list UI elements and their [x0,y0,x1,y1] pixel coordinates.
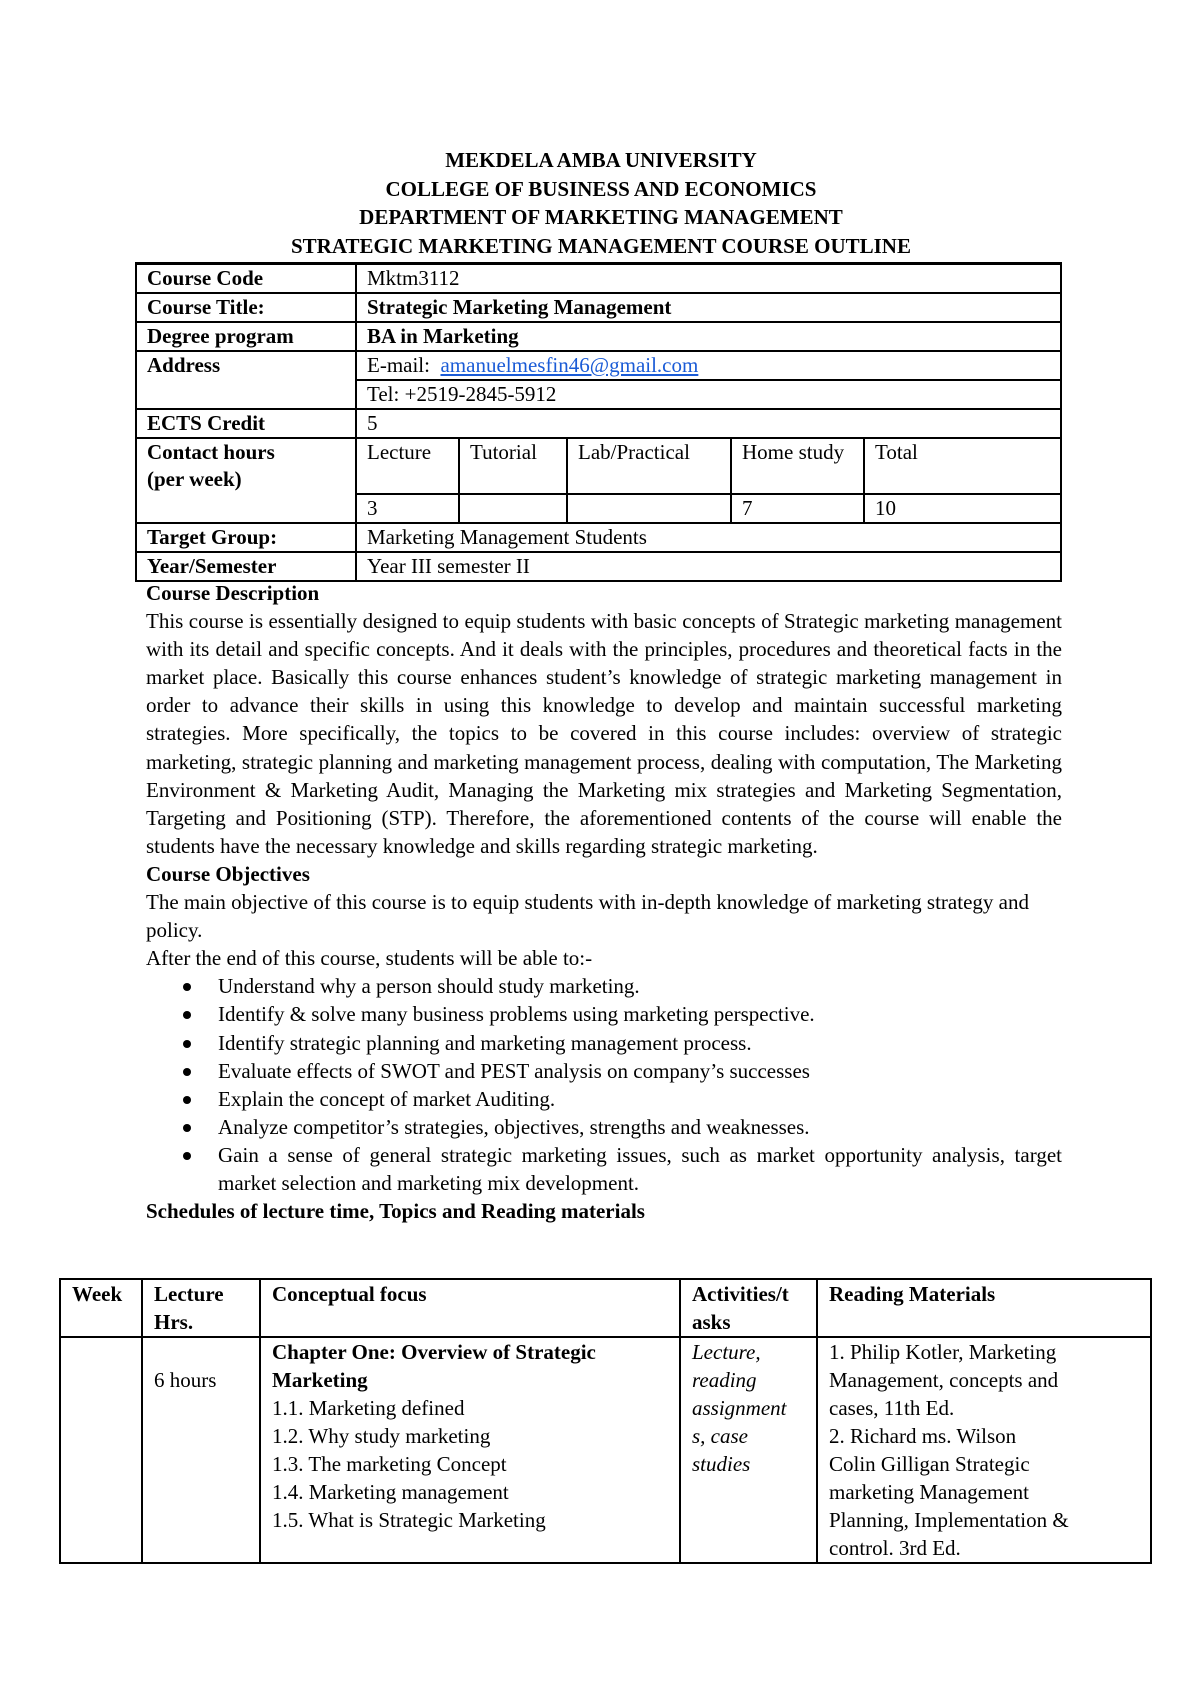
degree-label: Degree program [136,322,356,351]
contact-header-tutorial: Tutorial [459,438,567,494]
topic-item: 1.1. Marketing defined [272,1396,465,1420]
chapter-title-line1: Chapter One: Overview of Strategic [272,1340,596,1364]
email-cell [356,351,1061,380]
contact-hours-label-line2: (per week) [147,467,242,491]
degree-value: BA in Marketing [356,322,1061,351]
chapter-title-line2: Marketing [272,1368,368,1392]
schedule-hours-cell [142,1337,260,1563]
schedule-header-activities-line2: asks [692,1310,731,1334]
course-objectives-heading: Course Objectives [146,861,310,886]
contact-header-lecture: Lecture [356,438,459,494]
activity-line: assignment [692,1396,787,1420]
university-name: MEKDELA AMBA UNIVERSITY [445,148,757,172]
schedule-header-activities [680,1279,817,1337]
activity-line: reading [692,1368,757,1392]
reading-line: 1. Philip Kotler, Marketing [829,1340,1057,1364]
body-text [146,579,1062,1225]
course-code-label: Course Code [136,264,356,294]
schedule-header-activities-line1: Activities/t [692,1282,789,1306]
objective-item: Understand why a person should study marketing. [146,972,1062,1000]
year-semester-label: Year/Semester [136,552,356,581]
objective-item: Gain a sense of general strategic marketing issues, such as market opportunity analysis, target market selection and marketing mix development. [146,1141,1062,1197]
topic-item: 1.4. Marketing management [272,1480,509,1504]
contact-header-total: Total [864,438,1061,494]
course-title-label: Course Title: [136,293,356,322]
table-row [60,1337,1151,1563]
reading-line: marketing Management [829,1480,1030,1504]
objective-item: Analyze competitor’s strategies, objectives, strengths and weaknesses. [146,1113,1062,1141]
schedule-heading: Schedules of lecture time, Topics and Reading materials [146,1199,645,1224]
topic-item: 1.2. Why study marketing [272,1424,491,1448]
objectives-intro: After the end of this course, students will be able to:- [146,946,593,971]
reading-line: Management, concepts and [829,1368,1059,1392]
contact-value-lab [567,494,731,523]
contact-value-total: 10 [864,494,1061,523]
reading-line: cases, 11th Ed. [829,1396,955,1420]
contact-value-tutorial [459,494,567,523]
ects-label: ECTS Credit [136,409,356,438]
schedule-header-lecture-line2: Hrs. [154,1310,194,1334]
schedule-header-week: Week [60,1279,142,1337]
schedule-header-reading: Reading Materials [817,1279,1151,1337]
contact-header-home-study: Home study [731,438,864,494]
schedule-focus-cell [260,1337,680,1563]
contact-value-lecture: 3 [356,494,459,523]
college-name: COLLEGE OF BUSINESS AND ECONOMICS [385,176,817,201]
reading-line: control. 3rd Ed. [829,1536,961,1560]
course-info-table [135,262,1062,582]
reading-line: Colin Gilligan Strategic [829,1452,1030,1476]
contact-value-home-study: 7 [731,494,864,523]
schedule-header-focus: Conceptual focus [260,1279,680,1337]
email-prefix: E-mail: [367,353,430,377]
objectives-main-text: The main objective of this course is to equip students with in-depth knowledge of marketing strategy and policy. [146,890,1029,943]
activity-line: s, case [692,1424,748,1448]
reading-line: Planning, Implementation & [829,1508,1069,1532]
email-link[interactable]: amanuelmesfin46@gmail.com [440,353,699,377]
course-description-text: This course is essentially designed to equip students with basic concepts of Strategic marketing management with its detail and specific concepts. And it deals with the principles, procedures and theoretical facts in the market place. Basically this course enhances student’s knowledge of strategic marketing management in order to advance their skills in using this knowledge to develop and maintain successful marketing strategies. More specifically, the topics to be covered in this course includes: overview of strategic marketing, strategic planning and marketing management process, dealing with computation, The Marketing Environment & Marketing Audit, Managing the Marketing mix strategies and Marketing Segmentation, Targeting and Positioning (STP). Therefore, the aforementioned contents of the course will enable the students have the necessary knowledge and skills regarding strategic marketing. [146,609,1062,858]
objective-item: Explain the concept of market Auditing. [146,1085,1062,1113]
target-group-label: Target Group: [136,523,356,552]
reading-line: 2. Richard ms. Wilson [829,1424,1017,1448]
outline-title: STRATEGIC MARKETING MANAGEMENT COURSE OUTLINE [291,233,911,258]
schedule-activities-cell [680,1337,817,1563]
department-name: DEPARTMENT OF MARKETING MANAGEMENT [359,205,843,229]
contact-hours-label [136,438,356,523]
activity-line: Lecture, [692,1340,761,1364]
document-header [140,146,1062,260]
activity-line: studies [692,1452,751,1476]
schedule-header-lecture-line1: Lecture [154,1282,224,1306]
address-label: Address [136,351,356,409]
schedule-header-lecture-hrs [142,1279,260,1337]
contact-header-lab: Lab/Practical [567,438,731,494]
ects-value: 5 [356,409,1061,438]
target-group-value: Marketing Management Students [356,523,1061,552]
schedule-week-cell [60,1337,142,1563]
objectives-list [146,972,1062,1197]
course-code-value: Mktm3112 [356,264,1061,294]
tel-value: Tel: +2519-2845-5912 [356,380,1061,409]
objective-item: Identify strategic planning and marketing management process. [146,1029,1062,1057]
topic-item: 1.5. What is Strategic Marketing [272,1508,546,1532]
course-description-heading: Course Description [146,581,320,605]
schedule-reading-cell [817,1337,1151,1563]
topic-item: 1.3. The marketing Concept [272,1452,507,1476]
contact-hours-label-line1: Contact hours [147,440,275,464]
year-semester-value: Year III semester II [356,552,1061,581]
schedule-hours: 6 hours [154,1368,217,1392]
objective-item: Identify & solve many business problems using marketing perspective. [146,1000,1062,1028]
objective-item: Evaluate effects of SWOT and PEST analysis on company’s successes [146,1057,1062,1085]
schedule-table [59,1278,1152,1564]
course-title-value: Strategic Marketing Management [356,293,1061,322]
